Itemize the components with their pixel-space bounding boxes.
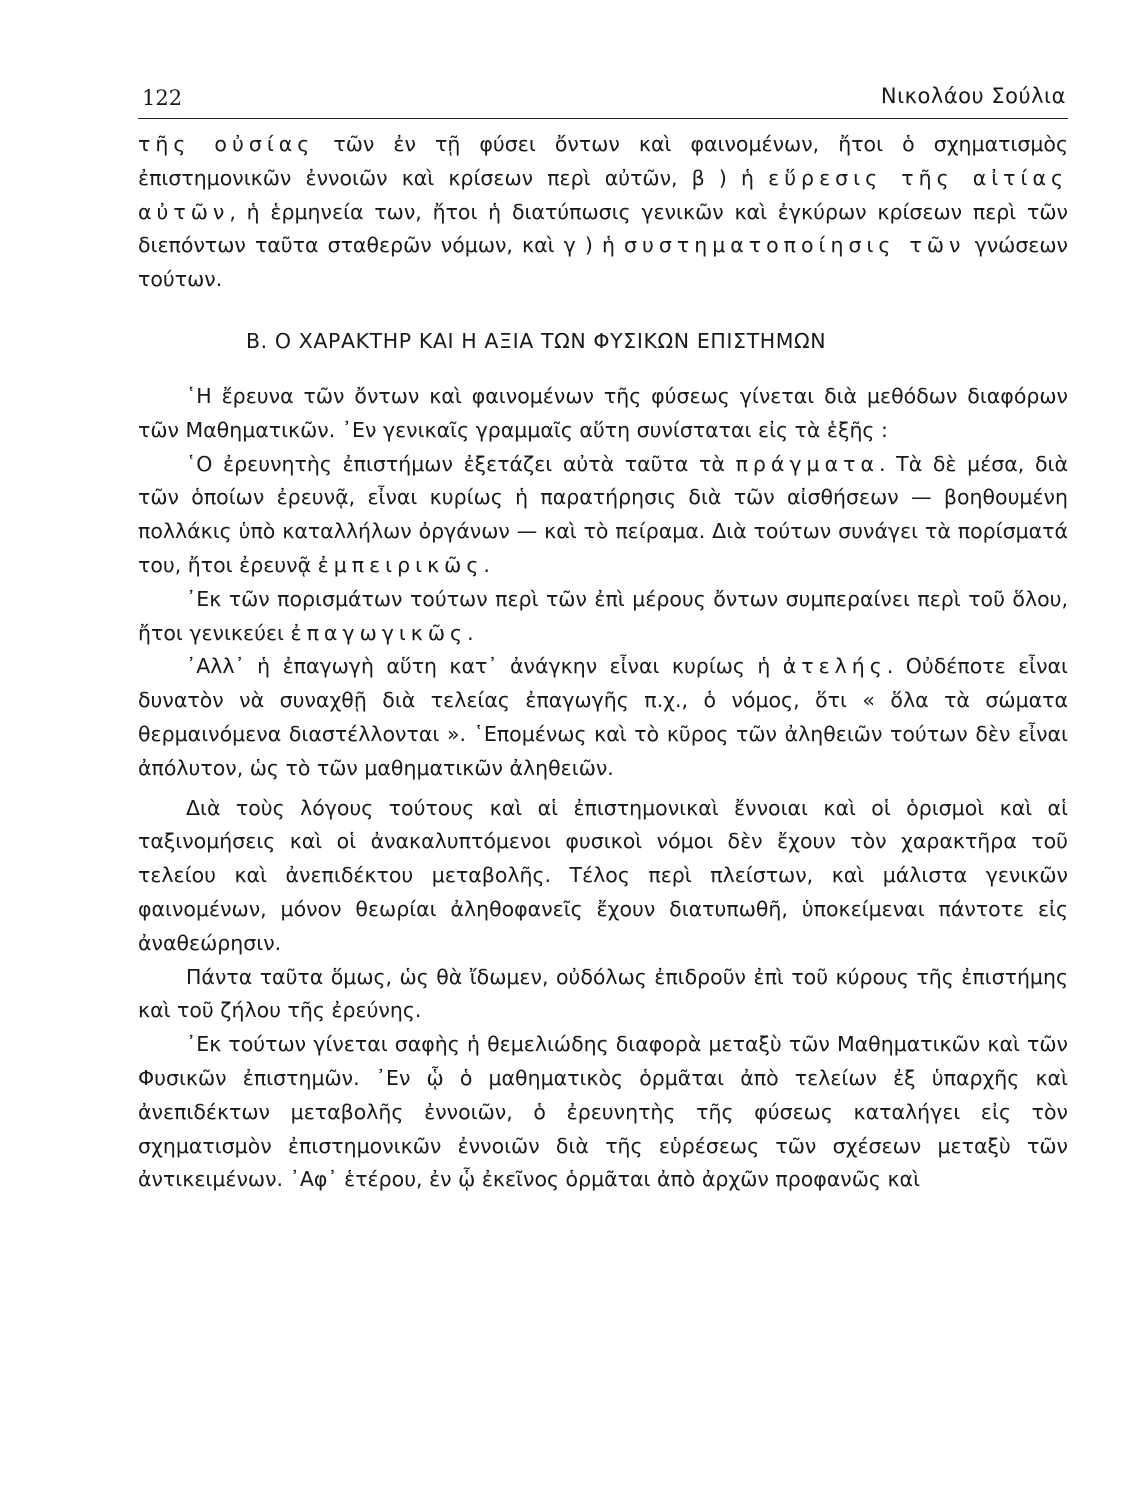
text-run: . Τὰ δὲ μέσα, διὰ τῶν ὁποίων ἐρευνᾷ, εἶναι κυρίως ἡ παρατήρησις διὰ τῶν αἰσθήσεων — βοηθουμένη πολλάκις ὑπὸ καταλλήλων ὀργάνων — καὶ τὸ πείραμα. Διὰ τούτων συνάγει τὰ πορίσματά του, ἤτοι ἐρευνᾷ	[138, 451, 1068, 577]
running-title-author: Νικολάου Σούλια	[880, 84, 1066, 108]
spaced-term: ἐμπειρικῶς	[317, 552, 484, 577]
section-heading: Β. Ο ΧΑΡΑΚΤΗΡ ΚΑΙ Η ΑΞΙΑ ΤΩΝ ΦΥΣΙΚΩΝ ΕΠΙΣΤΗΜΩΝ	[246, 328, 827, 353]
page-number: 122	[142, 86, 183, 110]
paragraph	[138, 583, 1068, 651]
paragraph-continued	[138, 128, 1068, 297]
paragraph: Διὰ τοὺς λόγους τούτους καὶ αἱ ἐπιστημονικαὶ ἔννοιαι καὶ οἱ ὁρισμοὶ καὶ αἱ ταξινομήσεις καὶ οἱ ἀνακαλυπτόμενοι φυσικοὶ νόμοι δὲν ἔχουν τὸν χαρακτῆρα τοῦ τελείου καὶ ἀνεπιδέκτου μεταβολῆς. Τέλος περὶ πλείστων, καὶ μάλιστα γενικῶν φαινομένων, μόνον θεωρίαι ἀληθοφανεῖς ἔχουν διατυπωθῆ, ὑποκείμεναι πάντοτε εἰς ἀναθεώρησιν.	[138, 795, 1068, 955]
running-header	[138, 84, 1068, 119]
text-run: .	[467, 620, 474, 645]
body-text	[138, 128, 1068, 1197]
spaced-term: ἐπαγωγικῶς	[290, 620, 468, 645]
paragraph	[138, 650, 1068, 785]
spaced-term: συστηματοποίησις τῶν	[624, 233, 966, 258]
text-run: τῶν ἐν τῇ φύσει ὄντων καὶ φαινομένων, ἤτοι ὁ σχηματισμὸς ἐπιστημονικῶν ἐννοιῶν καὶ κρίσεων περὶ αὐτῶν, β ) ἡ	[138, 132, 1068, 190]
text-run: ᾿Εκ τῶν πορισμάτων τούτων περὶ τῶν ἐπὶ μέρους ὄντων συμπεραίνει περὶ τοῦ ὅλου, ἤτοι γενικεύει	[138, 586, 1068, 645]
text-run: ῾Ο ἐρευνητὴς ἐπιστήμων ἐξετάζει αὐτὰ ταῦτα τὰ	[186, 451, 736, 476]
spaced-term: εὕρεσις τῆς αἰτίας αὐτῶν	[138, 165, 1068, 224]
text-run: , ἡ ἑρμηνεία των, ἤτοι ἡ διατύπωσις γενικῶν καὶ ἐγκύρων κρίσεων περὶ τῶν διεπόντων ταῦτα σταθερῶν νόμων, καὶ γ ) ἡ	[138, 199, 1068, 258]
text-run: . Οὐδέποτε εἶναι δυνατὸν νὰ συναχθῇ διὰ τελείας ἐπαγωγῆς π.χ., ὁ νόμος, ὅτι « ὅλα τὰ σώματα θερμαινόμενα διαστέλλονται ». ῾Επομένως καὶ τὸ κῦρος τῶν ἀληθειῶν τούτων δὲν εἶναι ἀπόλυτον, ὡς τὸ τῶν μαθηματικῶν ἀληθειῶν.	[138, 654, 1068, 780]
spaced-term: ἀτελής	[782, 654, 887, 679]
paragraph: Πάντα ταῦτα ὅμως, ὡς θὰ ἴδωμεν, οὐδόλως ἐπιδροῦν ἐπὶ τοῦ κύρους τῆς ἐπιστήμης καὶ τοῦ ζήλου τῆς ἐρεύνης.	[138, 964, 1068, 1023]
text-run: .	[483, 552, 490, 577]
spaced-term: τῆς οὐσίας	[138, 132, 315, 156]
paragraph: ᾿Εκ τούτων γίνεται σαφὴς ἡ θεμελιώδης διαφορὰ μεταξὺ τῶν Μαθηματικῶν καὶ τῶν Φυσικῶν ἐπιστημῶν. ᾿Εν ᾧ ὁ μαθηματικὸς ὁρμᾶται ἀπὸ τελείων ἐξ ὑπαρχῆς καὶ ἀνεπιδέκτων μεταβολῆς ἐννοιῶν, ὁ ἐρευνητὴς τῆς φύσεως καταλήγει εἰς τὸν σχηματισμὸν ἐπιστημονικῶν ἐννοιῶν διὰ τῆς εὑρέσεως τῶν σχέσεων μεταξὺ τῶν ἀντικειμένων. ᾿Αφ᾿ ἑτέρου, ἐν ᾧ ἐκεῖνος ὁρμᾶται ἀπὸ ἀρχῶν προφανῶς καὶ	[138, 1032, 1068, 1192]
spaced-term: πράγματα	[735, 451, 879, 476]
paragraph: ῾Η ἔρευνα τῶν ὄντων καὶ φαινομένων τῆς φύσεως γίνεται διὰ μεθόδων διαφόρων τῶν Μαθηματικῶν. ᾿Εν γενικαῖς γραμμαῖς αὕτη συνίσταται εἰς τὰ ἑξῆς :	[138, 383, 1068, 442]
text-run: ᾿Αλλ᾿ ἡ ἐπαγωγὴ αὕτη κατ᾿ ἀνάγκην εἶναι κυρίως ἡ	[186, 654, 783, 679]
paragraph	[138, 448, 1068, 583]
text-run: γνώσεων τούτων.	[138, 233, 1069, 292]
